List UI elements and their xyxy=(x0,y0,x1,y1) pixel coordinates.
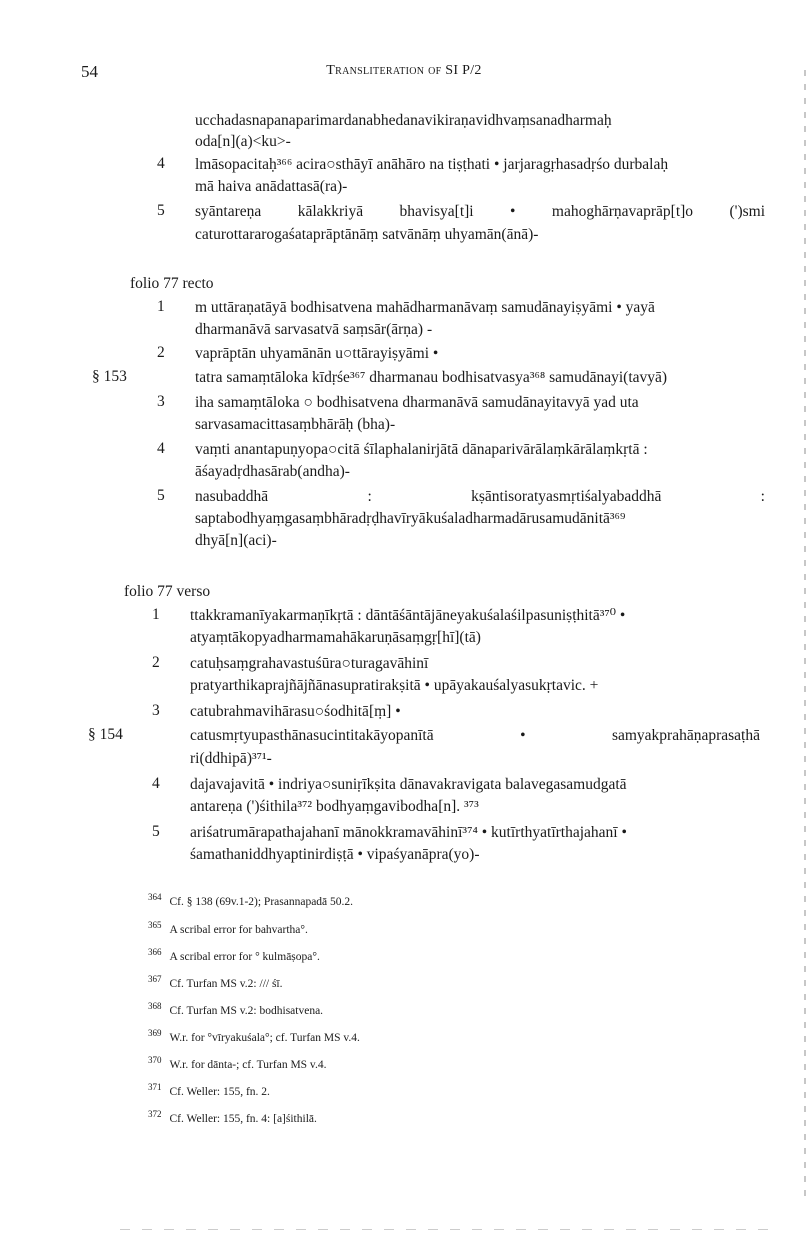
section-marker: § 153 xyxy=(92,368,127,385)
footnote-number: 369 xyxy=(148,1028,162,1038)
line-number: 4 xyxy=(157,155,165,172)
text-line: vaṃti anantapuṇyopa○citā śīlaphalanirjātā dānaparivārālaṃkārālaṃkṛtā : xyxy=(195,441,648,458)
scan-edge-bottom xyxy=(120,1229,780,1230)
footnote-number: 372 xyxy=(148,1109,162,1119)
text-line: dharmanāvā sarvasatvā saṃsār(ārṇa) - xyxy=(195,321,433,338)
footnote-number: 370 xyxy=(148,1055,162,1065)
footnote-text: A scribal error for ° kulmāṣopa°. xyxy=(169,950,320,963)
footnote-text: W.r. for °vīryakuśala°; cf. Turfan MS v.4. xyxy=(169,1031,360,1044)
text-line: vaprāptān uhyamānān u○ttārayiṣyāmi • xyxy=(195,345,439,362)
footnote-number: 366 xyxy=(148,947,162,957)
text-line: caturottararogaśataprāptānāṃ satvānāṃ uhyamān(ānā)- xyxy=(195,226,539,243)
footnote xyxy=(148,947,320,963)
text-line: mā haiva anādattasā(ra)- xyxy=(195,178,348,195)
text-line: ri(ddhipā)³⁷¹- xyxy=(190,750,272,767)
text-line: syāntareṇa kālakkriyā bhavisya[t]i • mahoghārṇavaprāp[t]o (')smi xyxy=(195,203,765,220)
line-number: 3 xyxy=(157,393,165,410)
text-line: catusmṛtyupasthānasucintitakāyopanītā • samyakprahāṇaprasaṭhā xyxy=(190,727,760,744)
text-line: antareṇa (')śithila³⁷² bodhyaṃgavibodha[n]. ³⁷³ xyxy=(190,798,479,815)
line-number: 5 xyxy=(152,823,160,840)
line-number: 1 xyxy=(157,298,165,315)
footnote-number: 365 xyxy=(148,920,162,930)
line-number: 4 xyxy=(152,775,160,792)
footnote xyxy=(148,1028,360,1044)
section-marker: § 154 xyxy=(88,726,123,743)
text-line: iha samaṃtāloka ○ bodhisatvena dharmanāvā samudānayitavyā yad uta xyxy=(195,394,639,411)
footnote-text: Cf. Weller: 155, fn. 4: [a]śithilā. xyxy=(169,1112,317,1125)
footnote xyxy=(148,1055,326,1071)
text-line: catuḥsaṃgrahavastuśūra○turagavāhinī xyxy=(190,655,429,672)
text-line: dajavajavitā • indriya○suniṛīkṣita dānavakravigata balavegasamudgatā xyxy=(190,776,627,793)
line-number: 5 xyxy=(157,202,165,219)
line-number: 4 xyxy=(157,440,165,457)
footnote xyxy=(148,1001,323,1017)
text-line: atyaṃtākopyadharmamahākaruṇāsaṃgṛ[hī](tā) xyxy=(190,629,481,646)
footnote-number: 367 xyxy=(148,974,162,984)
text-line: oda[n](a)<ku>- xyxy=(195,133,291,150)
text-line: tatra samaṃtāloka kīdṛśe³⁶⁷ dharmanau bodhisatvasya³⁶⁸ samudānayi(tavyā) xyxy=(195,369,668,386)
text-line: śamathaniddhyaptinirdiṣṭā • vipaśyanāpra(yo)- xyxy=(190,846,480,863)
text-line: dhyā[n](aci)- xyxy=(195,532,277,549)
footnote-text: Cf. § 138 (69v.1-2); Prasannapadā 50.2. xyxy=(169,895,354,908)
footnote xyxy=(148,974,283,990)
footnote-number: 368 xyxy=(148,1001,162,1011)
line-number: 1 xyxy=(152,606,160,623)
footnote xyxy=(148,1109,317,1125)
text-line: saptabodhyaṃgasaṃbhāradṛḍhavīryākuśaladharmadārusamudānitā³⁶⁹ xyxy=(195,510,626,527)
text-line: nasubaddhā : kṣāntisoratyasmṛtiśalyabaddhā : xyxy=(195,488,765,505)
folio-heading: folio 77 recto xyxy=(130,275,214,292)
footnote-text: Cf. Turfan MS v.2: /// śī. xyxy=(169,977,283,990)
footnote xyxy=(148,892,353,908)
footnote-number: 371 xyxy=(148,1082,162,1092)
footnote-text: Cf. Weller: 155, fn. 2. xyxy=(169,1085,270,1098)
line-number: 2 xyxy=(157,344,165,361)
footnote-text: A scribal error for bahvartha°. xyxy=(169,923,308,936)
scan-edge-right xyxy=(804,70,806,1200)
text-line: pratyarthikaprajñājñānasupratirakṣitā • upāyakauśalyasukṛtavic. + xyxy=(190,677,599,694)
footnote xyxy=(148,1082,270,1098)
text-line: sarvasamacittasaṃbhārāḥ (bha)- xyxy=(195,416,396,433)
running-title: Transliteration of SI P/2 xyxy=(326,63,482,78)
line-number: 2 xyxy=(152,654,160,671)
line-number: 3 xyxy=(152,702,160,719)
footnote-text: W.r. for dānta-; cf. Turfan MS v.4. xyxy=(169,1058,327,1071)
text-line: lmāsopacitaḥ³⁶⁶ acira○sthāyī anāhāro na tiṣṭhati • jarjaragṛhasadṛśo durbalaḥ xyxy=(195,156,669,173)
footnote xyxy=(148,920,308,936)
text-line: ariśatrumārapathajahanī mānokkramavāhinī³⁷⁴ • kutīrthyatīrthajahanī • xyxy=(190,824,627,841)
footnote-text: Cf. Turfan MS v.2: bodhisatvena. xyxy=(169,1004,324,1017)
footnote-number: 364 xyxy=(148,892,162,902)
text-line: catubrahmavihārasu○śodhitā[ṃ] • xyxy=(190,703,401,720)
text-line: ucchadasnapanaparimardanabhedanavikiraṇavidhvaṃsanadharmaḥ xyxy=(195,112,612,129)
text-line: m uttāraṇatāyā bodhisatvena mahādharmanāvaṃ samudānayiṣyāmi • yayā xyxy=(195,299,655,316)
line-number: 5 xyxy=(157,487,165,504)
page-number: 54 xyxy=(81,62,98,81)
text-line: āśayadṛdhasārab(andha)- xyxy=(195,463,350,480)
folio-heading: folio 77 verso xyxy=(124,583,211,600)
text-line: ttakkramanīyakarmaṇīkṛtā : dāntāśāntājāneyakuśalaśilpasuniṣṭhitā³⁷⁰ • xyxy=(190,607,626,624)
